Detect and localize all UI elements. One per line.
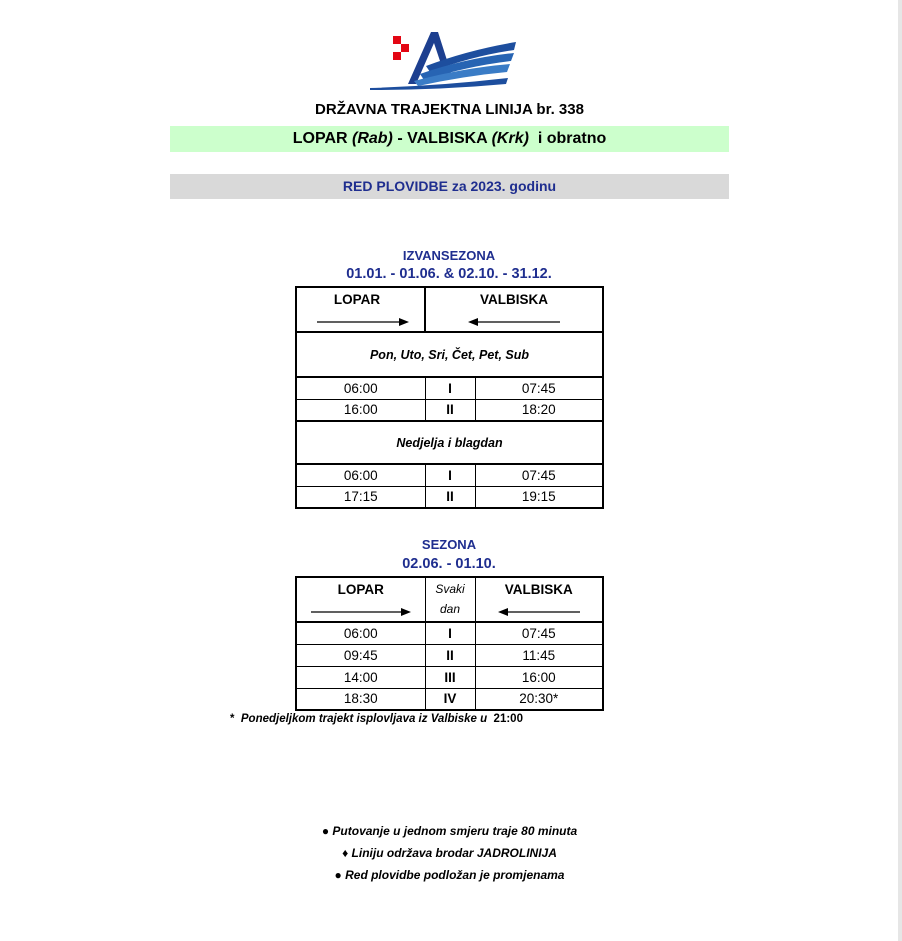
- departure-number: II: [425, 644, 475, 666]
- season-title: SEZONA: [421, 537, 477, 552]
- table-row: [296, 399, 603, 421]
- table-row: [296, 486, 603, 508]
- lopar-time: 06:00: [296, 377, 425, 399]
- departure-number: I: [425, 377, 475, 399]
- lopar-time: 16:00: [296, 399, 425, 421]
- day-label: dan: [439, 602, 461, 616]
- lopar-time: 18:30: [296, 688, 425, 710]
- departure-number: IV: [425, 688, 475, 710]
- page-edge: [898, 0, 902, 941]
- route-suffix: i obratno: [537, 130, 607, 147]
- table-row: [296, 644, 603, 666]
- route-to-island: (Krk): [491, 130, 529, 147]
- monday-note: [230, 713, 670, 725]
- valbiska-time: 18:20: [475, 399, 603, 421]
- note-text: Ponedjeljkom trajekt isplovljava iz Valbiske u: [240, 713, 488, 725]
- header-lopar-label: LOPAR: [333, 292, 381, 307]
- valbiska-time: 07:45: [475, 377, 603, 399]
- route-to: VALBISKA: [407, 130, 488, 147]
- footer-operator: ♦ Liniju održava brodar JADROLINIJA: [342, 846, 557, 860]
- line-title: DRŽAVNA TRAJEKTNA LINIJA br. 338: [315, 101, 584, 118]
- lopar-time: 17:15: [296, 486, 425, 508]
- valbiska-time: 20:30*: [475, 688, 603, 710]
- lopar-time: 06:00: [296, 622, 425, 644]
- footer-duration: ● Putovanje u jednom smjeru traje 80 minuta: [321, 824, 578, 838]
- col-header-every-day: [425, 577, 475, 622]
- lopar-time: 14:00: [296, 666, 425, 688]
- valbiska-time: 07:45: [475, 464, 603, 486]
- header-lopar-label: LOPAR: [337, 582, 384, 597]
- departure-number: I: [425, 464, 475, 486]
- table-row: [296, 688, 603, 710]
- departure-number: III: [425, 666, 475, 688]
- arrow-right-icon: [311, 607, 411, 617]
- note-time: 21:00: [493, 713, 523, 725]
- valbiska-time: 11:45: [475, 644, 603, 666]
- off-season-title: IZVANSEZONA: [402, 248, 496, 263]
- col-header-valbiska: [475, 577, 603, 622]
- off-season-table: [295, 286, 604, 509]
- departure-number: II: [425, 399, 475, 421]
- season-dates: 02.06. - 01.10.: [402, 556, 496, 572]
- days-sunday-holiday: Nedjelja i blagdan: [296, 421, 603, 464]
- header-valbiska-label: VALBISKA: [504, 582, 573, 597]
- route-from-island: (Rab): [352, 130, 393, 147]
- arrow-left-icon: [498, 607, 580, 617]
- arrow-left-icon: [468, 317, 560, 327]
- header-valbiska-label: VALBISKA: [479, 292, 548, 307]
- jadrolinija-logo: [368, 26, 518, 92]
- days-weekdays: Pon, Uto, Sri, Čet, Pet, Sub: [296, 332, 603, 377]
- table-row: [296, 666, 603, 688]
- note-asterisk: *: [230, 713, 235, 725]
- every-label: Svaki: [435, 582, 465, 596]
- lopar-time: 09:45: [296, 644, 425, 666]
- off-season-dates: 01.01. - 01.06. & 02.10. - 31.12.: [346, 266, 552, 282]
- col-header-lopar: [296, 287, 425, 332]
- arrow-right-icon: [317, 317, 409, 327]
- valbiska-time: 19:15: [475, 486, 603, 508]
- checkerboard-icon: [393, 36, 409, 60]
- valbiska-time: 07:45: [475, 622, 603, 644]
- footer-changes: ● Red plovidbe podložan je promjenama: [334, 868, 565, 882]
- table-row: [296, 464, 603, 486]
- departure-number: I: [425, 622, 475, 644]
- season-table: [295, 576, 604, 711]
- table-row: [296, 377, 603, 399]
- departure-number: II: [425, 486, 475, 508]
- route-separator: -: [397, 130, 403, 147]
- valbiska-time: 16:00: [475, 666, 603, 688]
- route-banner: [170, 126, 729, 152]
- timetable-title: RED PLOVIDBE za 2023. godinu: [170, 174, 729, 199]
- col-header-valbiska: [425, 287, 603, 332]
- lopar-time: 06:00: [296, 464, 425, 486]
- table-row: [296, 622, 603, 644]
- route-from: LOPAR: [292, 130, 348, 147]
- col-header-lopar: [296, 577, 425, 622]
